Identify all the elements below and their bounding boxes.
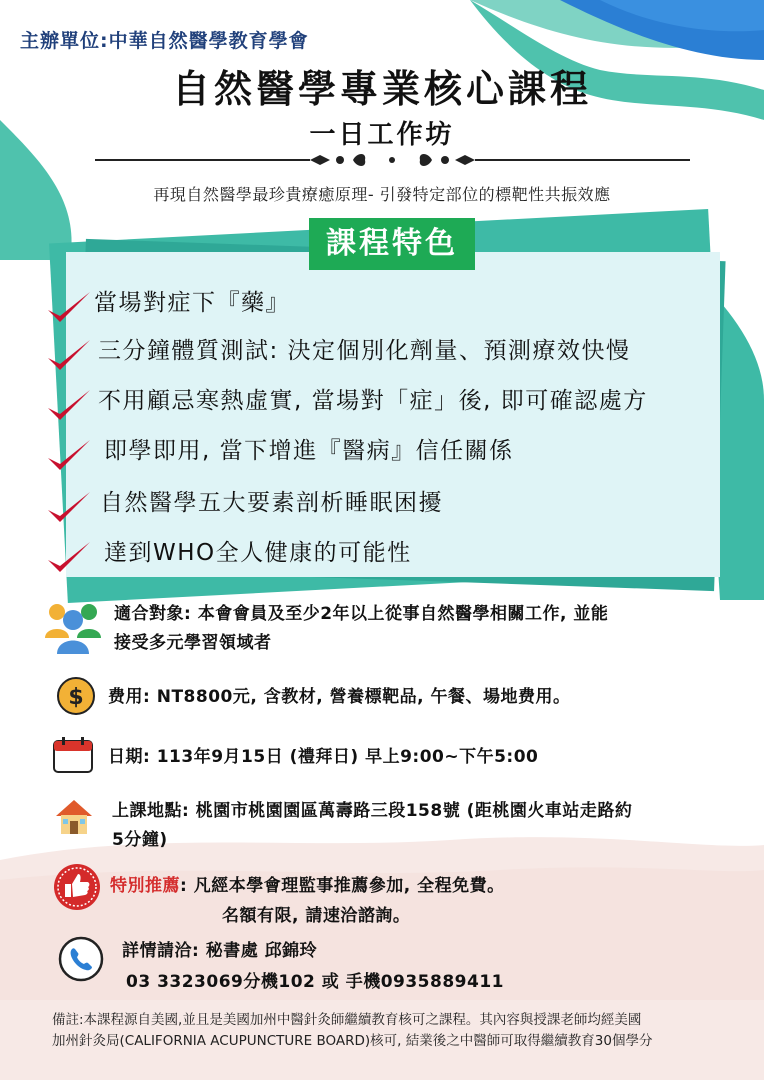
checkmark-icon	[44, 488, 92, 526]
feature-text: 達到WHO全人健康的可能性	[104, 540, 412, 566]
list-item	[44, 382, 744, 426]
date-text: 日期: 113年9月15日 (禮拜日) 早上9:00~下午5:00	[108, 747, 539, 767]
feature-text: 自然醫學五大要素剖析睡眠困擾	[100, 490, 443, 516]
list-item	[44, 534, 744, 578]
footnote-line-1: 備註:本課程源自美國,並且是美國加州中醫針灸師繼續教育核可之課程。其內容與授課老師均經美國	[52, 1012, 642, 1028]
location-line-1: 上課地點: 桃園市桃園園區萬壽路三段158號 (距桃園火車站走路約	[112, 801, 633, 821]
checkmark-icon	[44, 386, 92, 424]
contact-line-1: 詳情請洽: 秘書處 邱錦玲	[122, 941, 318, 961]
ornament-divider	[95, 150, 690, 170]
phone-icon	[56, 936, 106, 982]
recommend-line-2: 名額有限, 請速洽諮詢。	[222, 906, 411, 926]
fee-text: 费用: NT8800元, 含教材, 營養標靶品, 午餐、場地费用。	[108, 687, 571, 707]
organizer-label: 主辦單位:中華自然醫學教育學會	[20, 30, 309, 52]
checkmark-icon	[44, 288, 92, 326]
thumbs-up-icon	[52, 862, 102, 912]
feature-text: 三分鐘體質測試: 決定個別化劑量、預測療效快慢	[98, 338, 631, 364]
checkmark-icon	[44, 336, 92, 374]
footnote	[52, 1010, 752, 1052]
recommend-text: : 凡經本學會理監事推薦參加, 全程免費。	[180, 876, 505, 896]
list-item	[44, 284, 744, 328]
audience-line-1: 適合對象: 本會會員及至少2年以上從事自然醫學相關工作, 並能	[114, 604, 609, 624]
people-icon	[44, 598, 102, 654]
svg-text:$: $	[68, 685, 84, 710]
page-title: 自然醫學專業核心課程	[171, 67, 592, 111]
contact-line-2: 03 3323069分機102 或 手機0935889411	[126, 972, 504, 992]
calendar-icon	[52, 736, 94, 774]
checkmark-icon	[44, 538, 92, 576]
audience-line-2: 接受多元學習領域者	[114, 633, 272, 653]
footnote-line-2: 加州針灸局(CALIFORNIA ACUPUNCTURE BOARD)核可, 結業後之中醫師可取得繼續教育30個學分	[52, 1033, 653, 1049]
features-heading: 課程特色	[309, 218, 475, 270]
tagline: 再現自然醫學最珍貴療癒原理- 引發特定部位的標靶性共振效應	[153, 185, 611, 204]
recommend-label: 特別推薦	[110, 876, 180, 896]
feature-text: 當場對症下『藥』	[94, 290, 290, 316]
house-icon	[54, 796, 94, 836]
page-subtitle: 一日工作坊	[309, 120, 455, 150]
feature-text: 不用顧忌寒熱虛實, 當場對「症」後, 即可確認處方	[98, 388, 648, 414]
list-item	[44, 332, 744, 376]
list-item	[44, 484, 744, 528]
recommend-line-1	[110, 872, 505, 901]
dollar-icon	[56, 676, 96, 716]
location-line-2: 5分鐘)	[112, 830, 168, 850]
feature-text: 即學即用, 當下增進『醫病』信任關係	[104, 438, 514, 464]
checkmark-icon	[44, 436, 92, 474]
list-item	[44, 432, 744, 476]
